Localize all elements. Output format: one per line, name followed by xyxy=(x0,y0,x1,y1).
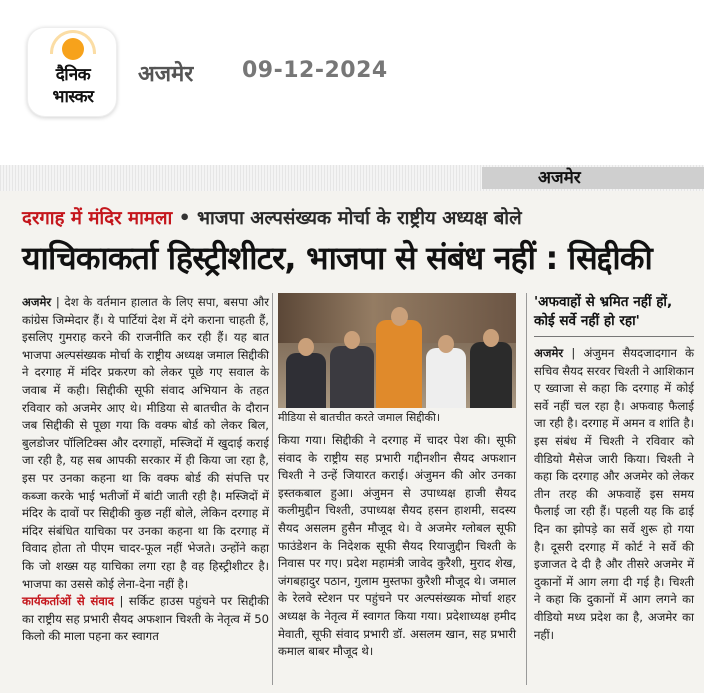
kicker-topic: दरगाह में मंदिर मामला xyxy=(22,208,173,229)
photo-person xyxy=(286,353,326,408)
headline: याचिकाकर्ता हिस्ट्रीशीटर, भाजपा से संबंध नहीं : सिद्दीकी xyxy=(22,239,652,277)
photo-caption: मीडिया से बातचीत करते जमाल सिद्दीकी। xyxy=(278,411,440,424)
article-column-1: अजमेर | देश के वर्तमान हालात के लिए सपा, बसपा और कांग्रेस जिम्मेदार हैं। ये पार्टियां देश में दंगे कराना चाहती हैं, इसलिए गुमराह करने की राजनीति कर रही हैं। यह बात भाजपा अल्पसंख्यक मोर्चा के राष्ट्रीय अध्यक्ष जमाल सिद्दीकी ने दरगाह में मंदिर प्रकरण को लेकर पूछे गए सवाल के जवाब में कही। सिद्दीकी सूफी संवाद अभियान के तहत रविवार को अजमेर आए थे। मीडिया से बातचीत के दौरान जब सिद्दीकी से पूछा गया कि वक्फ बोर्ड को लेकर बिल, बुलडोजर पॉलिटिक्स और दरगाहों, मस्जिदों में खुदाई कराई जा रही है, यह सब आपकी सरकार में ही किया जा रहा है, इस पर उनका कहना था कि वक्फ बोर्ड की संपत्ति पर कब्जा करके भाई भतीजों में बांटी जाती रही है। मस्जिदों में मंदिर के दावों पर सिद्दीकी कुछ नहीं बोले, लेकिन दरगाह में मंदिर संबंधित याचिका पर उनका कहना था कि दरगाह में विवाद होता तो पीएम चादर-फूल नहीं भेजते। उन्होंने कहा कि जो शख्स यह याचिका लगा रहा है वह हिस्ट्रीशीटर है। भाजपा का उससे कोई लेना-देना नहीं है। कार्यकर्ताओं से संवाद | सर्किट हाउस पहुंचने पर सिद्दीकी का राष्ट्रीय सह प्रभारी सैयद अफशान चिश्ती के नेतृत्व में 50 किलो की माला पहना कर स्वागत xyxy=(22,295,269,644)
column-divider xyxy=(526,293,527,685)
article-column-2: किया गया। सिद्दीकी ने दरगाह में चादर पेश की। सूफी संवाद के राष्ट्रीय सह प्रभारी गद्दीनशीन सैयद अफशान चिश्ती ने उन्हें जियारत कराई। अंजुमन की ओर उनका इस्तकबाल हुआ। अंजुमन से उपाध्यक्ष हाजी सैयद कलीमुद्दीन चिश्ती, उपाध्यक्ष सैयद हसन हाशमी, सदस्य सैयद असलम हुसैन मौजूद थे। वे अजमेर ग्लोबल सूफी फाउंडेशन के निदेशक सूफी सैयद रियाजुद्दीन चिश्ती के निवास पर गए। प्रदेश महामंत्री जावेद कुरैशी, मुराद शेख, जंगबहादुर पठान, गुलाम मुस्तफा कुरैशी मौजूद थे। जमाल के रेलवे स्टेशन पर पहुंचने पर अल्पसंख्यक मोर्चा शहर अध्यक्ष के नेतृत्व में स्वागत किया गया। प्रदेशाध्यक्ष हमीद मेवाती, सूफी संवाद प्रभारी डॉ. असलम खान, सह प्रभारी कमाल बाबर मौजूद थे। xyxy=(278,433,516,659)
photo-person-head xyxy=(483,329,499,347)
photo-person-garlanded xyxy=(376,320,422,408)
pull-quote: 'अफवाहों से भ्रमित नहीं हों, कोई सर्वे नहीं हो रहा' xyxy=(534,294,673,329)
dainik-bhaskar-logo[interactable] xyxy=(27,27,117,117)
photo-person-head xyxy=(391,307,408,326)
kicker-subtitle: भाजपा अल्पसंख्यक मोर्चा के राष्ट्रीय अध्यक्ष बोले xyxy=(197,208,522,229)
column-divider xyxy=(272,293,273,685)
kicker-bullet: • xyxy=(178,208,198,229)
column-3-text: अंजुमन सैयदजादगान के सचिव सैयद सरवर चिश्ती ने आशिकान ए ख्वाजा से कहा कि दरगाह में कोई सर्वे नहीं चल रहा है। अफवाह फैलाई जा रही है। दरगाह में अमन व शांति है। इस संबंध में चिश्ती ने रविवार को वीडियो मैसेज जारी किया। चिश्ती ने कहा कि दरगाह और अजमेर को लेकर तीन तरह की अफवाहें इस समय फैलाई जा रही हैं। पहली यह कि ढाई दिन का झोपड़े का सर्वे शुरू हो गया है। दूसरी दरगाह में कोर्ट ने सर्वे की इजाजत दे दी है और तीसरे अजमेर में दुकानों में आग लगा दी गई है। चिश्ती ने कहा कि दुकानों में आग लगने का वीडियो मध्य प्रदेश का है, अजमेर का नहीं। xyxy=(534,346,694,642)
edition-date: 09-12-2024 xyxy=(242,58,388,83)
photo-person xyxy=(426,348,466,408)
photo-person xyxy=(470,342,512,408)
dateline: अजमेर xyxy=(22,295,52,309)
subheading: कार्यकर्ताओं से संवाद xyxy=(22,594,114,609)
photo-person xyxy=(330,346,374,408)
logo-text-line2: भास्कर xyxy=(52,87,94,107)
photo-person-head xyxy=(344,331,360,349)
news-photo xyxy=(278,293,516,408)
edition-city: अजमेर xyxy=(138,62,194,87)
section-tag: अजमेर xyxy=(482,167,704,189)
column-1-text-2: सर्किट हाउस पहुंचने पर सिद्दीकी का राष्ट्रीय सह प्रभारी सैयद अफशान चिश्ती के नेतृत्व में 50 किलो की माला पहना कर स्वागत xyxy=(22,594,269,644)
article-column-3: अजमेर | अंजुमन सैयदजादगान के सचिव सैयद सरवर चिश्ती ने आशिकान ए ख्वाजा से कहा कि दरगाह में कोई सर्वे नहीं चल रहा है। अफवाह फैलाई जा रही है। दरगाह में अमन व शांति है। इस संबंध में चिश्ती ने रविवार को वीडियो मैसेज जारी किया। चिश्ती ने कहा कि दरगाह और अजमेर को लेकर तीन तरह की अफवाहें इस समय फैलाई जा रही हैं। पहली यह कि ढाई दिन का झोपड़े का सर्वे शुरू हो गया है। दूसरी दरगाह में कोर्ट ने सर्वे की इजाजत दे दी है और तीसरे अजमेर में दुकानों में आग लगा दी गई है। चिश्ती ने कहा कि दुकानों में आग लगने का वीडियो मध्य प्रदेश का है, अजमेर का नहीं। xyxy=(534,346,694,642)
dateline: अजमेर xyxy=(534,346,564,360)
logo-text-line1: दैनिक xyxy=(55,65,91,85)
app-header xyxy=(0,0,704,150)
logo-sun-icon xyxy=(62,38,84,60)
photo-person-head xyxy=(298,338,314,356)
photo-person-head xyxy=(438,335,454,353)
column-1-text: देश के वर्तमान हालात के लिए सपा, बसपा और कांग्रेस जिम्मेदार हैं। ये पार्टियां देश में दंगे कराना चाहती हैं, इसलिए गुमराह करने की राजनीति कर रही हैं। यह बात भाजपा अल्पसंख्यक मोर्चा के राष्ट्रीय अध्यक्ष जमाल सिद्दीकी ने दरगाह में मंदिर प्रकरण को लेकर पूछे गए सवाल के जवाब में कही। सिद्दीकी सूफी संवाद अभियान के तहत रविवार को अजमेर आए थे। मीडिया से बातचीत के दौरान जब सिद्दीकी से पूछा गया कि वक्फ बोर्ड को लेकर बिल, बुलडोजर पॉलिटिक्स और दरगाहों, मस्जिदों में खुदाई कराई जा रही है, यह सब आपकी सरकार में ही किया जा रहा है, इस पर उनका कहना था कि वक्फ बोर्ड की संपत्ति पर कब्जा करके भाई भतीजों में बांटी जाती रही है। मस्जिदों में मंदिर के दावों पर सिद्दीकी कुछ नहीं बोले, लेकिन दरगाह में मंदिर संबंधित याचिका पर उनका कहना था कि दरगाह में विवाद होता तो पीएम चादर-फूल नहीं भेजते। उन्होंने कहा कि जो शख्स यह याचिका लगा रहा है वह हिस्ट्रीशीटर है। भाजपा का उससे कोई लेना-देना नहीं है। xyxy=(22,295,269,591)
kicker xyxy=(22,205,522,230)
pull-quote-rule xyxy=(534,336,694,337)
